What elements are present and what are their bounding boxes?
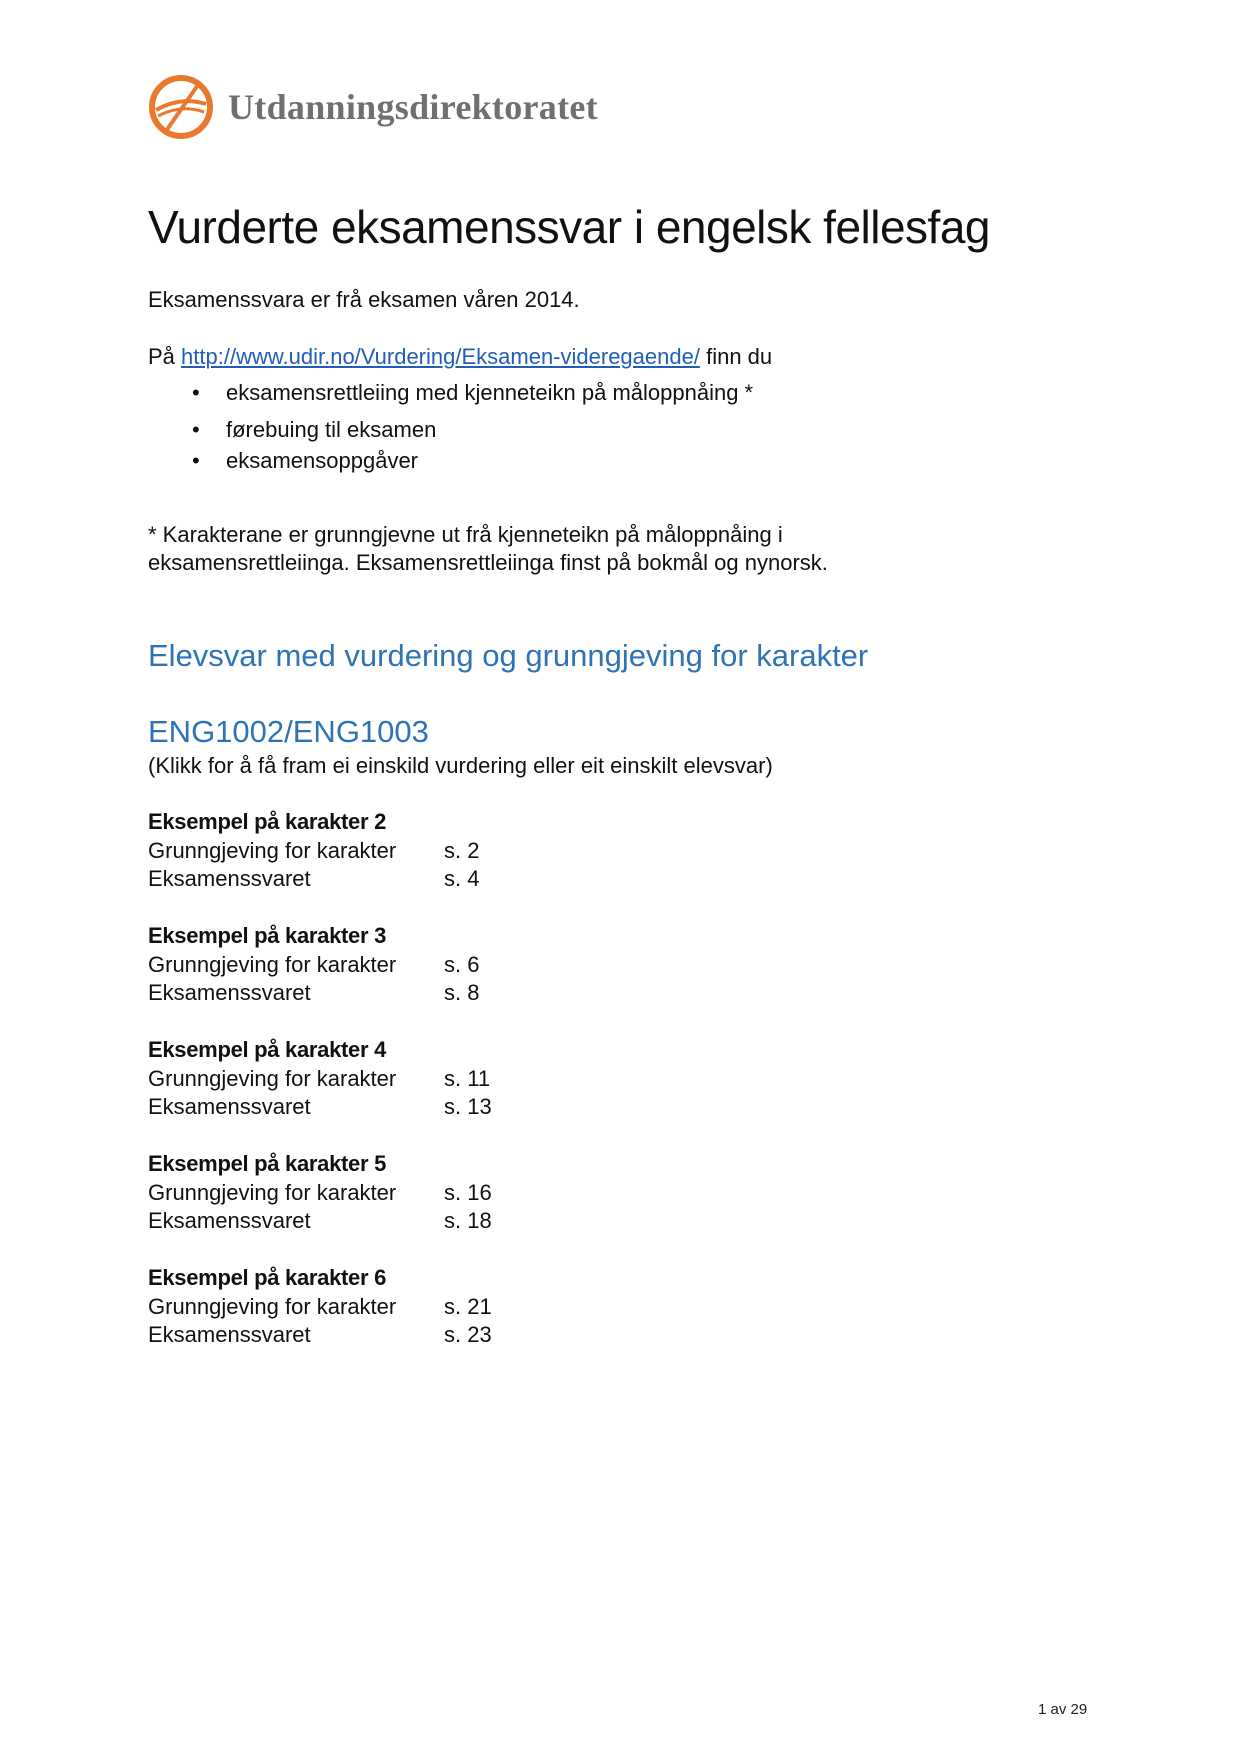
bullet-icon: •	[192, 417, 200, 442]
example-row[interactable]: Eksamenssvaret s. 23	[148, 1322, 492, 1347]
link-line-prefix: På	[148, 344, 182, 369]
example-row[interactable]: Grunngjeving for karakter s. 11	[148, 1065, 491, 1091]
example-grade-2	[148, 808, 568, 894]
example-title: Eksempel på karakter 3	[148, 923, 386, 948]
example-grade-6	[148, 1264, 568, 1350]
example-row[interactable]: Grunngjeving for karakter s. 21	[148, 1293, 492, 1319]
page-title: Vurderte eksamenssvar i engelsk fellesfag	[148, 201, 990, 253]
example-row[interactable]: Grunngjeving for karakter s. 16	[148, 1179, 492, 1205]
example-row[interactable]: Eksamenssvaret s. 8	[148, 980, 480, 1005]
course-code-heading: ENG1002/ENG1003	[148, 714, 429, 749]
page-number: 1 av 29	[1038, 1701, 1088, 1718]
link-line-suffix: finn du	[699, 344, 773, 369]
example-grade-4	[148, 1036, 568, 1122]
footnote-line-2: eksamensrettleiinga. Eksamensrettleiinga finst på bokmål og nynorsk.	[148, 550, 828, 575]
udir-link[interactable]: http://www.udir.no/Vurdering/Eksamen-videregaende/	[181, 344, 700, 369]
bullet-icon: •	[192, 448, 200, 473]
example-row[interactable]: Eksamenssvaret s. 18	[148, 1208, 492, 1233]
link-line	[148, 343, 772, 371]
example-title: Eksempel på karakter 4	[148, 1037, 386, 1062]
logo-wordmark: Utdanningsdirektoratet	[228, 87, 598, 127]
bullet-icon: •	[192, 380, 200, 405]
example-row[interactable]: Eksamenssvaret s. 4	[148, 866, 480, 891]
example-grade-5	[148, 1150, 568, 1236]
example-grade-3	[148, 922, 568, 1008]
example-title: Eksempel på karakter 2	[148, 809, 386, 834]
example-row[interactable]: Grunngjeving for karakter s. 6	[148, 951, 480, 977]
example-row[interactable]: Eksamenssvaret s. 13	[148, 1094, 492, 1119]
footnote-line-1: * Karakterane er grunngjevne ut frå kjenneteikn på måloppnåing i	[148, 522, 783, 547]
intro-text: Eksamenssvara er frå eksamen våren 2014.	[148, 287, 580, 312]
udir-logo-icon	[148, 74, 214, 140]
example-row[interactable]: Grunngjeving for karakter s. 2	[148, 837, 480, 863]
example-title: Eksempel på karakter 6	[148, 1265, 386, 1290]
section-heading: Elevsvar med vurdering og grunngjeving for karakter	[148, 638, 869, 673]
udir-logo	[148, 72, 598, 142]
example-title: Eksempel på karakter 5	[148, 1151, 386, 1176]
click-hint: (Klikk for å få fram ei einskild vurdering eller eit einskilt elevsvar)	[148, 753, 773, 778]
